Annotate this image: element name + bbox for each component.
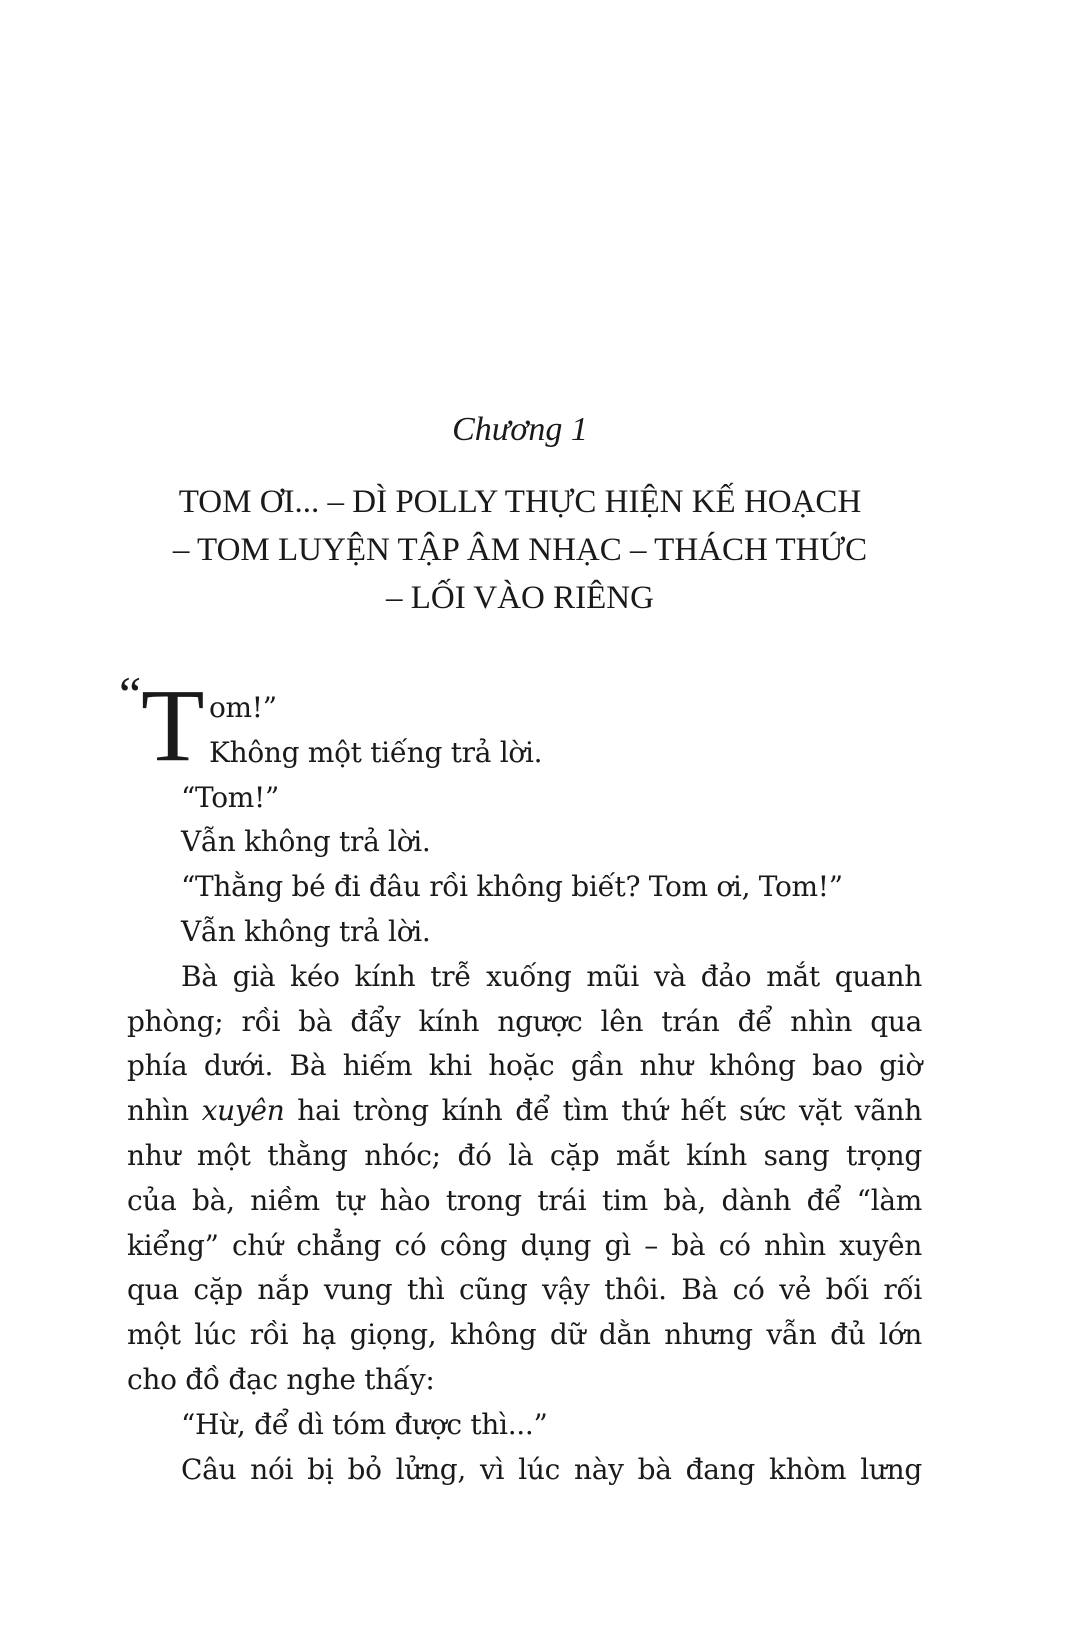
text-line: “Thằng bé đi đâu rồi không biết? Tom ơi, Tom!” — [181, 870, 843, 904]
chapter-title — [120, 478, 920, 622]
line-segment: nhìn — [127, 1094, 202, 1128]
quote-line: “Hừ, để dì tóm được thì...” — [181, 1407, 548, 1441]
paragraph-line: cho đồ đạc nghe thấy: — [127, 1362, 435, 1396]
opening-dropcap-block — [119, 666, 922, 783]
dropcap-quote-mark: “ — [119, 666, 141, 722]
paragraph-line: kiểng” chứ chẳng có công dụng gì – bà có nhìn xuyên — [127, 1228, 922, 1262]
text-line: Vẫn không trả lời. — [181, 914, 431, 948]
paragraph-line: phía dưới. Bà hiếm khi hoặc gần như không bao giờ — [127, 1049, 922, 1083]
paragraph-line: như một thằng nhóc; đó là cặp mắt kính sang trọng — [127, 1138, 922, 1172]
chapter-label: Chương 1 — [452, 411, 588, 448]
dropcap-letter: T — [141, 668, 205, 783]
body-text — [119, 666, 923, 1492]
paragraph-line: một lúc rồi hạ giọng, không dữ dằn nhưng vẫn đủ lớn — [127, 1318, 922, 1352]
paragraph-line: qua cặp nắp vung thì cũng vậy thôi. Bà có vẻ bối rối — [127, 1273, 922, 1307]
chapter-title-line: TOM ƠI... – DÌ POLLY THỰC HIỆN KẾ HOẠCH — [178, 484, 862, 520]
paragraph-line: của bà, niềm tự hào trong trái tim bà, dành để “làm — [127, 1183, 922, 1217]
dropcap-line-rest: om!” — [209, 691, 277, 724]
paragraph-line: Câu nói bị bỏ lửng, vì lúc này bà đang khòm lưng — [181, 1452, 922, 1486]
text-line: “Tom!” — [181, 780, 279, 814]
italic-word: xuyên — [201, 1094, 285, 1128]
paragraph-line: phòng; rồi bà đẩy kính ngược lên trán để nhìn qua — [127, 1004, 922, 1038]
chapter-title-line: – TOM LUYỆN TẬP ÂM NHẠC – THÁCH THỨC — [172, 532, 868, 568]
paragraph-line: Bà già kéo kính trễ xuống mũi và đảo mắt quanh — [181, 959, 922, 993]
text-line: Vẫn không trả lời. — [181, 825, 431, 859]
paragraph-line — [127, 1089, 922, 1134]
line-segment: hai tròng kính để tìm thứ hết sức vặt vãnh — [284, 1094, 923, 1128]
chapter-title-line: – LỐI VÀO RIÊNG — [386, 580, 654, 616]
dropcap-second-line: Không một tiếng trả lời. — [209, 735, 543, 769]
